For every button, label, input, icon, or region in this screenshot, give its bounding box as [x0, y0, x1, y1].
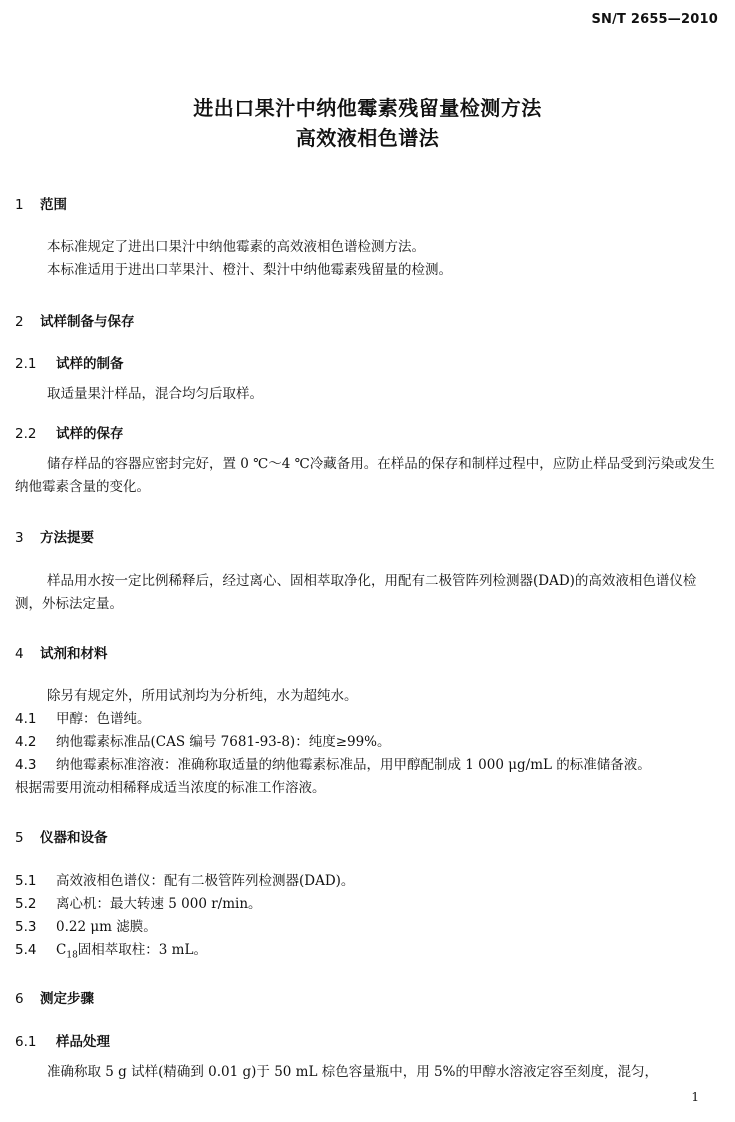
section-5-heading — [15, 826, 108, 846]
section-title: 仪器和设备 — [40, 830, 108, 846]
item-text-prefix: C — [56, 942, 67, 958]
list-item — [15, 870, 354, 893]
list-item — [15, 708, 151, 731]
section-3-heading — [15, 526, 94, 546]
list-item — [15, 893, 262, 916]
section-number: 6 — [15, 991, 24, 1007]
item-number: 5.3 — [15, 919, 37, 935]
list-item — [15, 754, 651, 777]
item-text: 甲醇：色谱纯。 — [56, 711, 151, 727]
scope-paragraph-2: 本标准适用于进出口苹果汁、橙汁、梨汁中纳他霉素残留量的检测。 — [47, 262, 452, 278]
section-1-heading — [15, 193, 67, 213]
section-number: 1 — [15, 197, 24, 213]
list-item — [15, 916, 157, 939]
section-number: 4 — [15, 646, 24, 662]
section-4-heading — [15, 642, 108, 662]
item-number: 5.4 — [15, 942, 37, 958]
section-title: 范围 — [40, 197, 67, 213]
list-item — [15, 731, 391, 754]
section-title: 测定步骤 — [40, 991, 94, 1007]
section-title: 方法提要 — [40, 530, 94, 546]
item-text: 离心机：最大转速 5 000 r/min。 — [56, 896, 262, 912]
subsection-number: 6.1 — [15, 1034, 37, 1050]
section-title: 试剂和材料 — [40, 646, 108, 662]
section-number: 5 — [15, 830, 24, 846]
section-2-heading — [15, 310, 135, 330]
document-subtitle: 高效液相色谱法 — [295, 126, 440, 150]
item-number: 4.2 — [15, 734, 37, 750]
item-number: 4.3 — [15, 757, 37, 773]
section-number: 3 — [15, 530, 24, 546]
scope-paragraph-1: 本标准规定了进出口果汁中纳他霉素的高效液相色谱检测方法。 — [47, 239, 425, 255]
item-text: 高效液相色谱仪：配有二极管阵列检测器(DAD)。 — [56, 873, 355, 889]
subsection-number: 2.2 — [15, 426, 37, 442]
standard-number: SN/T 2655—2010 — [591, 12, 718, 27]
item-text-subscript: 18 — [66, 950, 78, 961]
section-6-heading — [15, 987, 94, 1007]
page-number: 1 — [691, 1090, 699, 1104]
list-item — [15, 939, 207, 968]
item-text: 纳他霉素标准溶液：准确称取适量的纳他霉素标准品，用甲醇配制成 1 000 μg/mL 的标准储备液。 — [56, 757, 651, 773]
sample-storage-text: 储存样品的容器应密封完好，置 0 ℃～4 ℃冷藏备用。在样品的保存和制样过程中，应防止样品受到污染或发生纳他霉素含量的变化。 — [15, 456, 715, 495]
section-2-2-heading — [15, 422, 124, 442]
document-title: 进出口果汁中纳他霉素残留量检测方法 — [193, 96, 542, 120]
item-continuation: 根据需要用流动相稀释成适当浓度的标准工作溶液。 — [15, 780, 326, 796]
item-number: 5.1 — [15, 873, 37, 889]
subsection-title: 样品处理 — [56, 1034, 110, 1050]
method-summary-text: 样品用水按一定比例稀释后，经过离心、固相萃取净化，用配有二极管阵列检测器(DAD)的高效液相色谱仪检测，外标法定量。 — [15, 573, 697, 612]
section-2-1-heading — [15, 352, 124, 372]
item-text-suffix: 固相萃取柱：3 mL。 — [77, 942, 207, 958]
item-number: 5.2 — [15, 896, 37, 912]
section-6-1-heading — [15, 1030, 110, 1050]
item-text: 纳他霉素标准品(CAS 编号 7681-93-8)：纯度≥99%。 — [56, 734, 391, 750]
subsection-title: 试样的制备 — [56, 356, 124, 372]
reagents-intro: 除另有规定外，所用试剂均为分析纯，水为超纯水。 — [47, 688, 358, 704]
sample-processing-text: 准确称取 5 g 试样(精确到 0.01 g)于 50 mL 棕色容量瓶中，用 5%的甲醇水溶液定容至刻度，混匀， — [47, 1064, 658, 1080]
section-title: 试样制备与保存 — [40, 314, 135, 330]
item-text: 0.22 μm 滤膜。 — [56, 919, 157, 935]
subsection-number: 2.1 — [15, 356, 37, 372]
sample-preparation-text: 取适量果汁样品，混合均匀后取样。 — [47, 386, 263, 402]
section-number: 2 — [15, 314, 24, 330]
item-number: 4.1 — [15, 711, 37, 727]
subsection-title: 试样的保存 — [56, 426, 124, 442]
